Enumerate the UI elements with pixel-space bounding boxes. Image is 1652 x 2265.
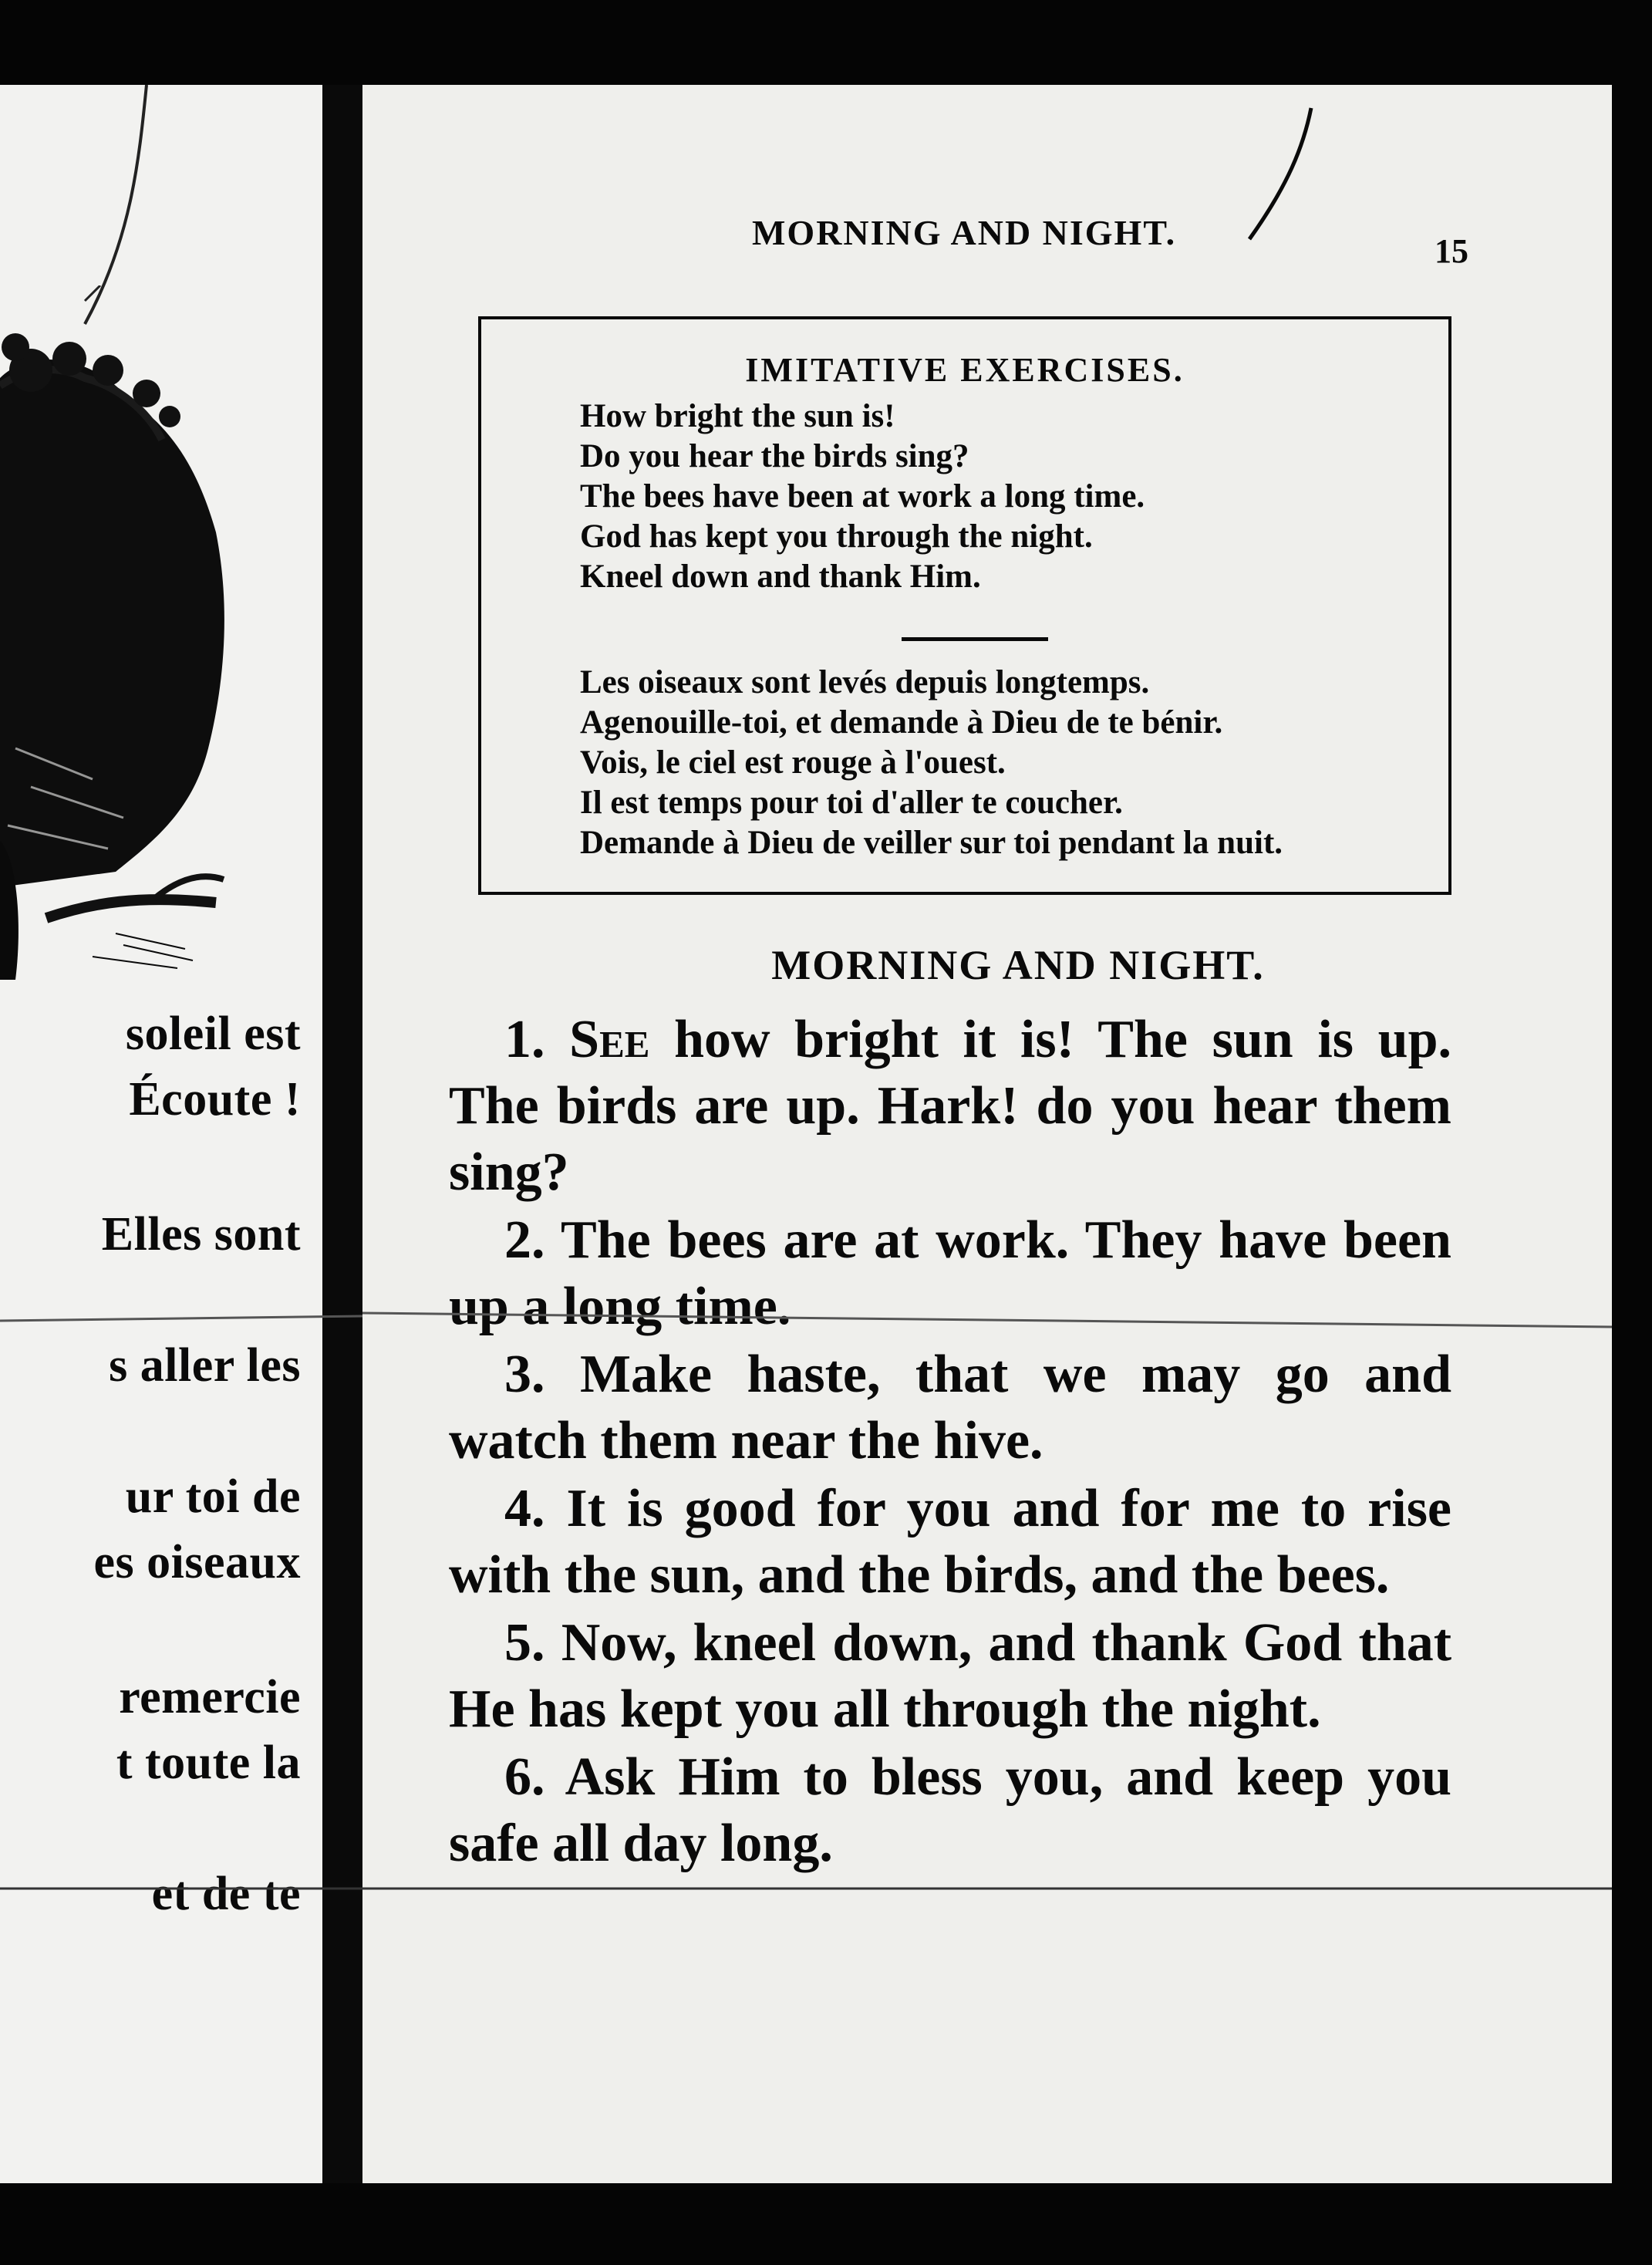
exercise-line: How bright the sun is! — [580, 398, 895, 434]
lesson-paragraph — [449, 1476, 1451, 1608]
exercise-line: Kneel down and thank Him. — [580, 559, 981, 595]
scan-artifact — [1234, 100, 1327, 255]
lesson-body — [449, 1007, 1451, 1878]
exercise-line: Agenouille-toi, et demande à Dieu de te bénir. — [580, 704, 1223, 741]
left-text-line: Elles sont — [101, 1208, 301, 1261]
exercise-line: Les oiseaux sont levés depuis longtemps. — [580, 664, 1150, 700]
running-head: MORNING AND NIGHT. — [752, 213, 1177, 252]
paragraph-text: Ask Him to bless you, and keep you safe all day long. — [449, 1747, 1451, 1873]
left-text-line: ur toi de — [125, 1470, 301, 1523]
exercise-line: Demande à Dieu de veiller sur toi pendant la nuit. — [580, 825, 1283, 861]
paragraph-number: 1. — [504, 1010, 545, 1069]
paragraph-text: how bright it is! The sun is up. The birds are up. Hark! do you hear them sing? — [449, 1010, 1452, 1202]
book-gutter — [322, 85, 365, 2183]
paragraph-text: Now, kneel down, and thank God that He has kept you all through the night. — [449, 1613, 1452, 1739]
imitative-exercises-box — [478, 316, 1451, 895]
lesson-paragraph — [449, 1610, 1451, 1743]
paragraph-lead-word: See — [569, 1010, 650, 1069]
lesson-paragraph — [449, 1744, 1451, 1877]
scan-artifact — [362, 1304, 1612, 1335]
paragraph-number: 3. — [504, 1345, 545, 1404]
exercise-line: The bees have been at work a long time. — [580, 478, 1145, 515]
tree-illustration — [0, 285, 231, 980]
paragraph-number: 6. — [504, 1747, 545, 1807]
french-exercises — [580, 663, 1283, 863]
paragraph-text: The bees are at work. They have been up a long time. — [449, 1210, 1451, 1336]
exercise-line: Do you hear the birds sing? — [580, 438, 969, 474]
section-divider — [902, 637, 1048, 641]
scan-artifact — [77, 85, 154, 332]
left-text-line: s aller les — [109, 1339, 301, 1392]
left-page — [0, 85, 322, 2183]
english-exercises — [580, 397, 1145, 597]
scan-artifact — [362, 1882, 1612, 1898]
paragraph-number: 5. — [504, 1613, 545, 1673]
exercise-line: Vois, le ciel est rouge à l'ouest. — [580, 744, 1006, 781]
exercise-line: God has kept you through the night. — [580, 518, 1093, 555]
lesson-title: MORNING AND NIGHT. — [771, 942, 1265, 988]
page-number: 15 — [1435, 232, 1468, 270]
lesson-paragraph — [449, 1342, 1451, 1474]
exercise-line: Il est temps pour toi d'aller te coucher. — [580, 785, 1123, 821]
exercises-heading: IMITATIVE EXERCISES. — [745, 351, 1185, 389]
right-page — [362, 85, 1612, 2183]
paragraph-number: 2. — [504, 1210, 545, 1270]
paragraph-text: Make haste, that we may go and watch them near the hive. — [449, 1345, 1452, 1470]
left-text-line: es oiseaux — [93, 1536, 301, 1588]
left-text-line: Écoute ! — [129, 1073, 301, 1126]
left-text-line: remercie — [119, 1671, 301, 1723]
scan-artifact — [0, 1882, 362, 1898]
scan-artifact — [0, 1311, 362, 1327]
left-text-line: t toute la — [116, 1737, 301, 1789]
paragraph-text: It is good for you and for me to rise with the sun, and the birds, and the bees. — [449, 1479, 1452, 1605]
paragraph-number: 4. — [504, 1479, 545, 1538]
left-text-line: soleil est — [125, 1008, 301, 1060]
lesson-paragraph — [449, 1007, 1451, 1206]
left-text-line: et de te — [151, 1868, 301, 1920]
